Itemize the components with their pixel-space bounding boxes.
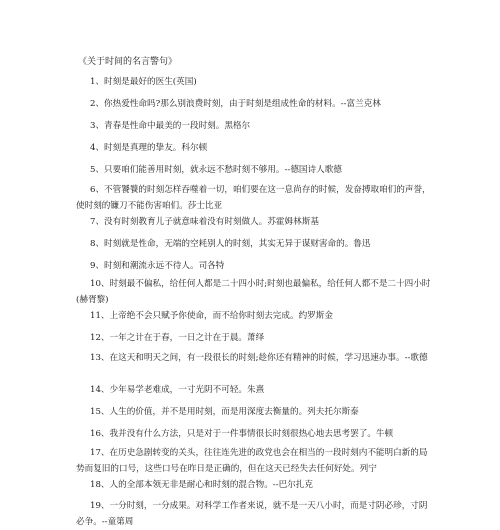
quote-12: 12、一年之计在于春，一日之计在于晨。萧绎: [90, 333, 265, 343]
quote-16: 16、我并没有什么方法，只是对于一件事情很长时刻很热心地去思考罢了。牛顿: [90, 429, 394, 439]
quote-8: 8、时刻就是性命，无端的空耗别人的时刻，其实无异于谋财害命的。鲁迅: [90, 239, 371, 249]
quote-17: 17、在历史急剧转变的关头，往往连先进的政党也会在相当的一段时刻内不能明白新的局势而复旧的口号，这些口号在昨日是正确的，但在这天已经失去任何好处。列宁: [76, 448, 428, 474]
quote-9: 9、时刻和潮流永远不待人。司各特: [90, 261, 225, 271]
quote-6: 6、不管饕餮的时刻怎样吞噬着一切，咱们要在这一息尚存的时候，发奋搏取咱们的声誉，使时刻的镰刀不能伤害咱们。莎士比亚: [76, 185, 431, 211]
quote-14: 14、少年易学老难成，一寸光阴不可轻。朱熹: [90, 385, 265, 395]
quote-4: 4、时刻是真理的挚友。科尔顿: [90, 143, 208, 153]
document-title: 《关于时间的名言警句》: [78, 57, 178, 67]
quote-7: 7、没有时刻教育儿子就意味着没有时刻做人。苏霍姆林斯基: [90, 217, 319, 227]
quote-3: 3、青春是性命中最美的一段时刻。黑格尔: [90, 121, 251, 131]
quote-1: 1、时刻是最好的医生(英国): [90, 77, 197, 87]
quote-13: 13、在这天和明天之间，有一段很长的时刻;趁你还有精神的时候，学习迅速办事。--歌德: [90, 353, 428, 363]
quote-19: 19、一分时刻，一分成果。对科学工作者来说，就不是一天八小时，而是寸阴必珍，寸阴必争。--童第周: [76, 501, 428, 527]
quote-10: 10、时刻最不偏私，给任何人都是二十四小时;时刻也最偏私，给任何人都不是二十四小时(赫胥黎): [76, 279, 431, 305]
quote-2: 2、你热爱性命吗?那么别浪费时刻，由于时刻是组成性命的材料。--富兰克林: [90, 99, 381, 109]
quote-15: 15、人生的价值，并不是用时刻，而是用深度去衡量的。列夫托尔斯泰: [90, 407, 359, 417]
quote-5: 5、只要咱们能善用时刻，就永远不愁时刻不够用。--德国诗人歌德: [90, 165, 342, 175]
quote-18: 18、人的全部本领无非是耐心和时刻的混合物。--巴尔扎克: [90, 480, 313, 490]
quote-11: 11、上帝绝不会只赋予你使命，而不给你时刻去完成。约罗斯金: [90, 311, 333, 321]
